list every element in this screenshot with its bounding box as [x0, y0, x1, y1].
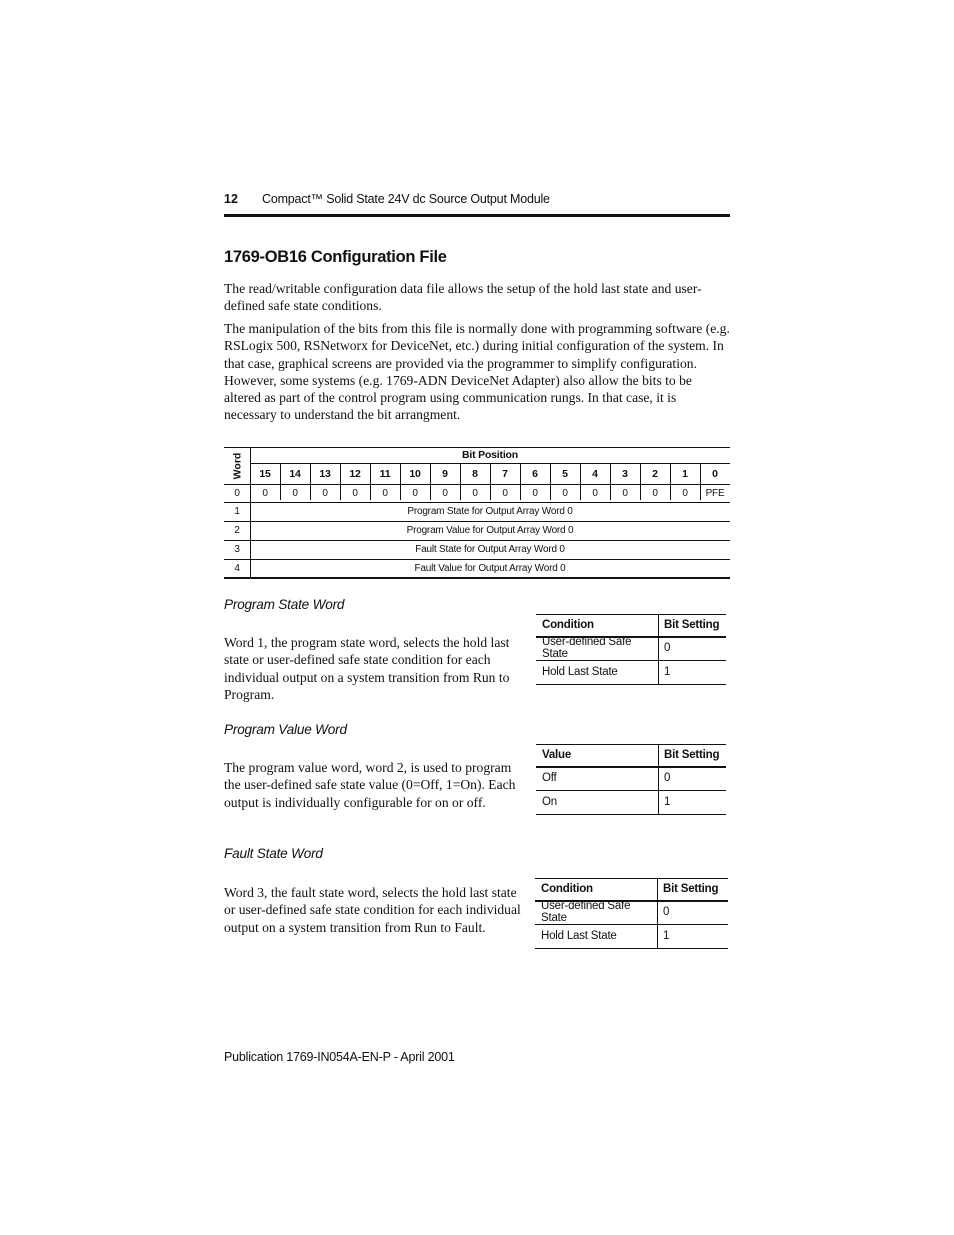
column-header: Bit Setting: [663, 883, 719, 895]
bit-position-number: 14: [289, 468, 301, 480]
table-column-rule: [657, 878, 658, 949]
condition-cell: Hold Last State: [542, 666, 618, 678]
bit-value: 0: [562, 488, 568, 499]
bit-value: 0: [622, 488, 628, 499]
bit-position-number: 9: [442, 468, 448, 480]
table-bottom-rule: [535, 948, 728, 949]
table-bottom-rule: [536, 684, 726, 685]
bit-value: 0: [322, 488, 328, 499]
bit-value: 0: [382, 488, 388, 499]
publication-footer: Publication 1769-IN054A-EN-P - April 2001: [224, 1050, 455, 1064]
word-header: [227, 453, 247, 479]
bit-position-number: 3: [622, 468, 628, 480]
bit-setting-cell: 1: [663, 930, 670, 942]
bit-setting-cell: 1: [664, 796, 671, 808]
condition-cell: Hold Last State: [541, 930, 617, 942]
bit-position-number: 5: [562, 468, 568, 480]
bit-value: 0: [352, 488, 358, 499]
program-state-table: [536, 614, 726, 685]
bit-position-number: 8: [472, 468, 478, 480]
bit-position-number: 12: [349, 468, 361, 480]
word-description: Fault State for Output Array Word 0: [415, 544, 565, 555]
program-value-table: [536, 744, 726, 815]
bit-position-number: 10: [409, 468, 421, 480]
program-value-heading: Program Value Word: [224, 722, 347, 737]
bit-value: 0: [502, 488, 508, 499]
word-number: 1: [234, 506, 240, 517]
bit-value: 0: [262, 488, 268, 499]
bit-position-header: Bit Position: [462, 448, 518, 461]
bit-position-number: 6: [532, 468, 538, 480]
bit-position-number: 4: [592, 468, 598, 480]
program-state-body: Word 1, the program state word, selects the hold last state or user-defined safe state condition for each individual output on a system transition from Run to Program.: [224, 635, 510, 702]
bit-position-number: 13: [319, 468, 331, 480]
bit-position-number: 11: [379, 468, 391, 480]
running-title: Compact™ Solid State 24V dc Source Output Module: [262, 192, 550, 206]
word-description: Fault Value for Output Array Word 0: [414, 563, 566, 574]
column-header: Condition: [542, 619, 594, 631]
page-number: 12: [224, 192, 238, 206]
word-number: 4: [234, 563, 240, 574]
column-header: Condition: [541, 883, 593, 895]
program-state-heading: Program State Word: [224, 597, 345, 612]
condition-cell: Off: [542, 772, 557, 784]
column-header: Bit Setting: [664, 619, 720, 631]
table-column-rule: [658, 614, 659, 685]
header-rule: [224, 214, 730, 217]
bit-value: 0: [292, 488, 298, 499]
bit-setting-cell: 0: [664, 642, 671, 654]
bit-map-table: [224, 447, 730, 578]
bit-value: 0: [652, 488, 658, 499]
bit-position-number: 1: [682, 468, 688, 480]
bit-position-number: 7: [502, 468, 508, 480]
bit-setting-cell: 0: [664, 772, 671, 784]
bit-value: PFE: [705, 488, 725, 499]
bit-value: 0: [532, 488, 538, 499]
word-number: 0: [234, 488, 240, 499]
condition-cell: User-defined Safe State: [542, 636, 632, 660]
bit-position-number: 2: [652, 468, 658, 480]
bit-setting-cell: 0: [663, 906, 670, 918]
word-description: Program Value for Output Array Word 0: [406, 525, 574, 536]
bit-value: 0: [682, 488, 688, 499]
fault-state-table: [535, 878, 728, 949]
bit-value: 0: [472, 488, 478, 499]
page-header: [224, 192, 730, 218]
word-number: 3: [234, 544, 240, 555]
bit-value: 0: [442, 488, 448, 499]
bit-setting-cell: 1: [664, 666, 671, 678]
intro-paragraph: The read/writable configuration data file allows the setup of the hold last state and user-defined safe state conditions.: [224, 281, 702, 314]
word-header-label: Word: [231, 452, 244, 480]
word-number: 2: [234, 525, 240, 536]
column-header: Value: [542, 749, 572, 761]
column-header: Bit Setting: [664, 749, 720, 761]
table-column-rule: [658, 744, 659, 815]
bit-value: 0: [592, 488, 598, 499]
condition-cell: On: [542, 796, 557, 808]
program-value-body: The program value word, word 2, is used to program the user-defined safe state value (0=Off, 1=On). Each output is individually configurable for on or off.: [224, 760, 516, 810]
bit-position-number: 15: [259, 468, 271, 480]
word-description: Program State for Output Array Word 0: [407, 506, 573, 517]
table-bottom-rule: [536, 814, 726, 815]
section-title: 1769-OB16 Configuration File: [224, 248, 447, 266]
condition-cell: User-defined Safe State: [541, 900, 631, 924]
fault-state-body: Word 3, the fault state word, selects the hold last state or user-defined safe state condition for each individual output on a system transition from Run to Fault.: [224, 885, 521, 935]
fault-state-heading: Fault State Word: [224, 846, 323, 861]
manipulation-paragraph: The manipulation of the bits from this file is normally done with programming software (e.g. RSLogix 500, RSNetworx for DeviceNet, etc.) during initial configuration of the system. In that case, graphical screens are provided via the programmer to simplify configuration. However, some systems (e.g. 1769-ADN DeviceNet Adapter) also allow the bits to be altered as part of the control program using communication rungs. In that case, it is necessary to understand the bit arrangment.: [224, 321, 730, 423]
bit-value: 0: [412, 488, 418, 499]
bit-position-number: 0: [712, 468, 718, 480]
